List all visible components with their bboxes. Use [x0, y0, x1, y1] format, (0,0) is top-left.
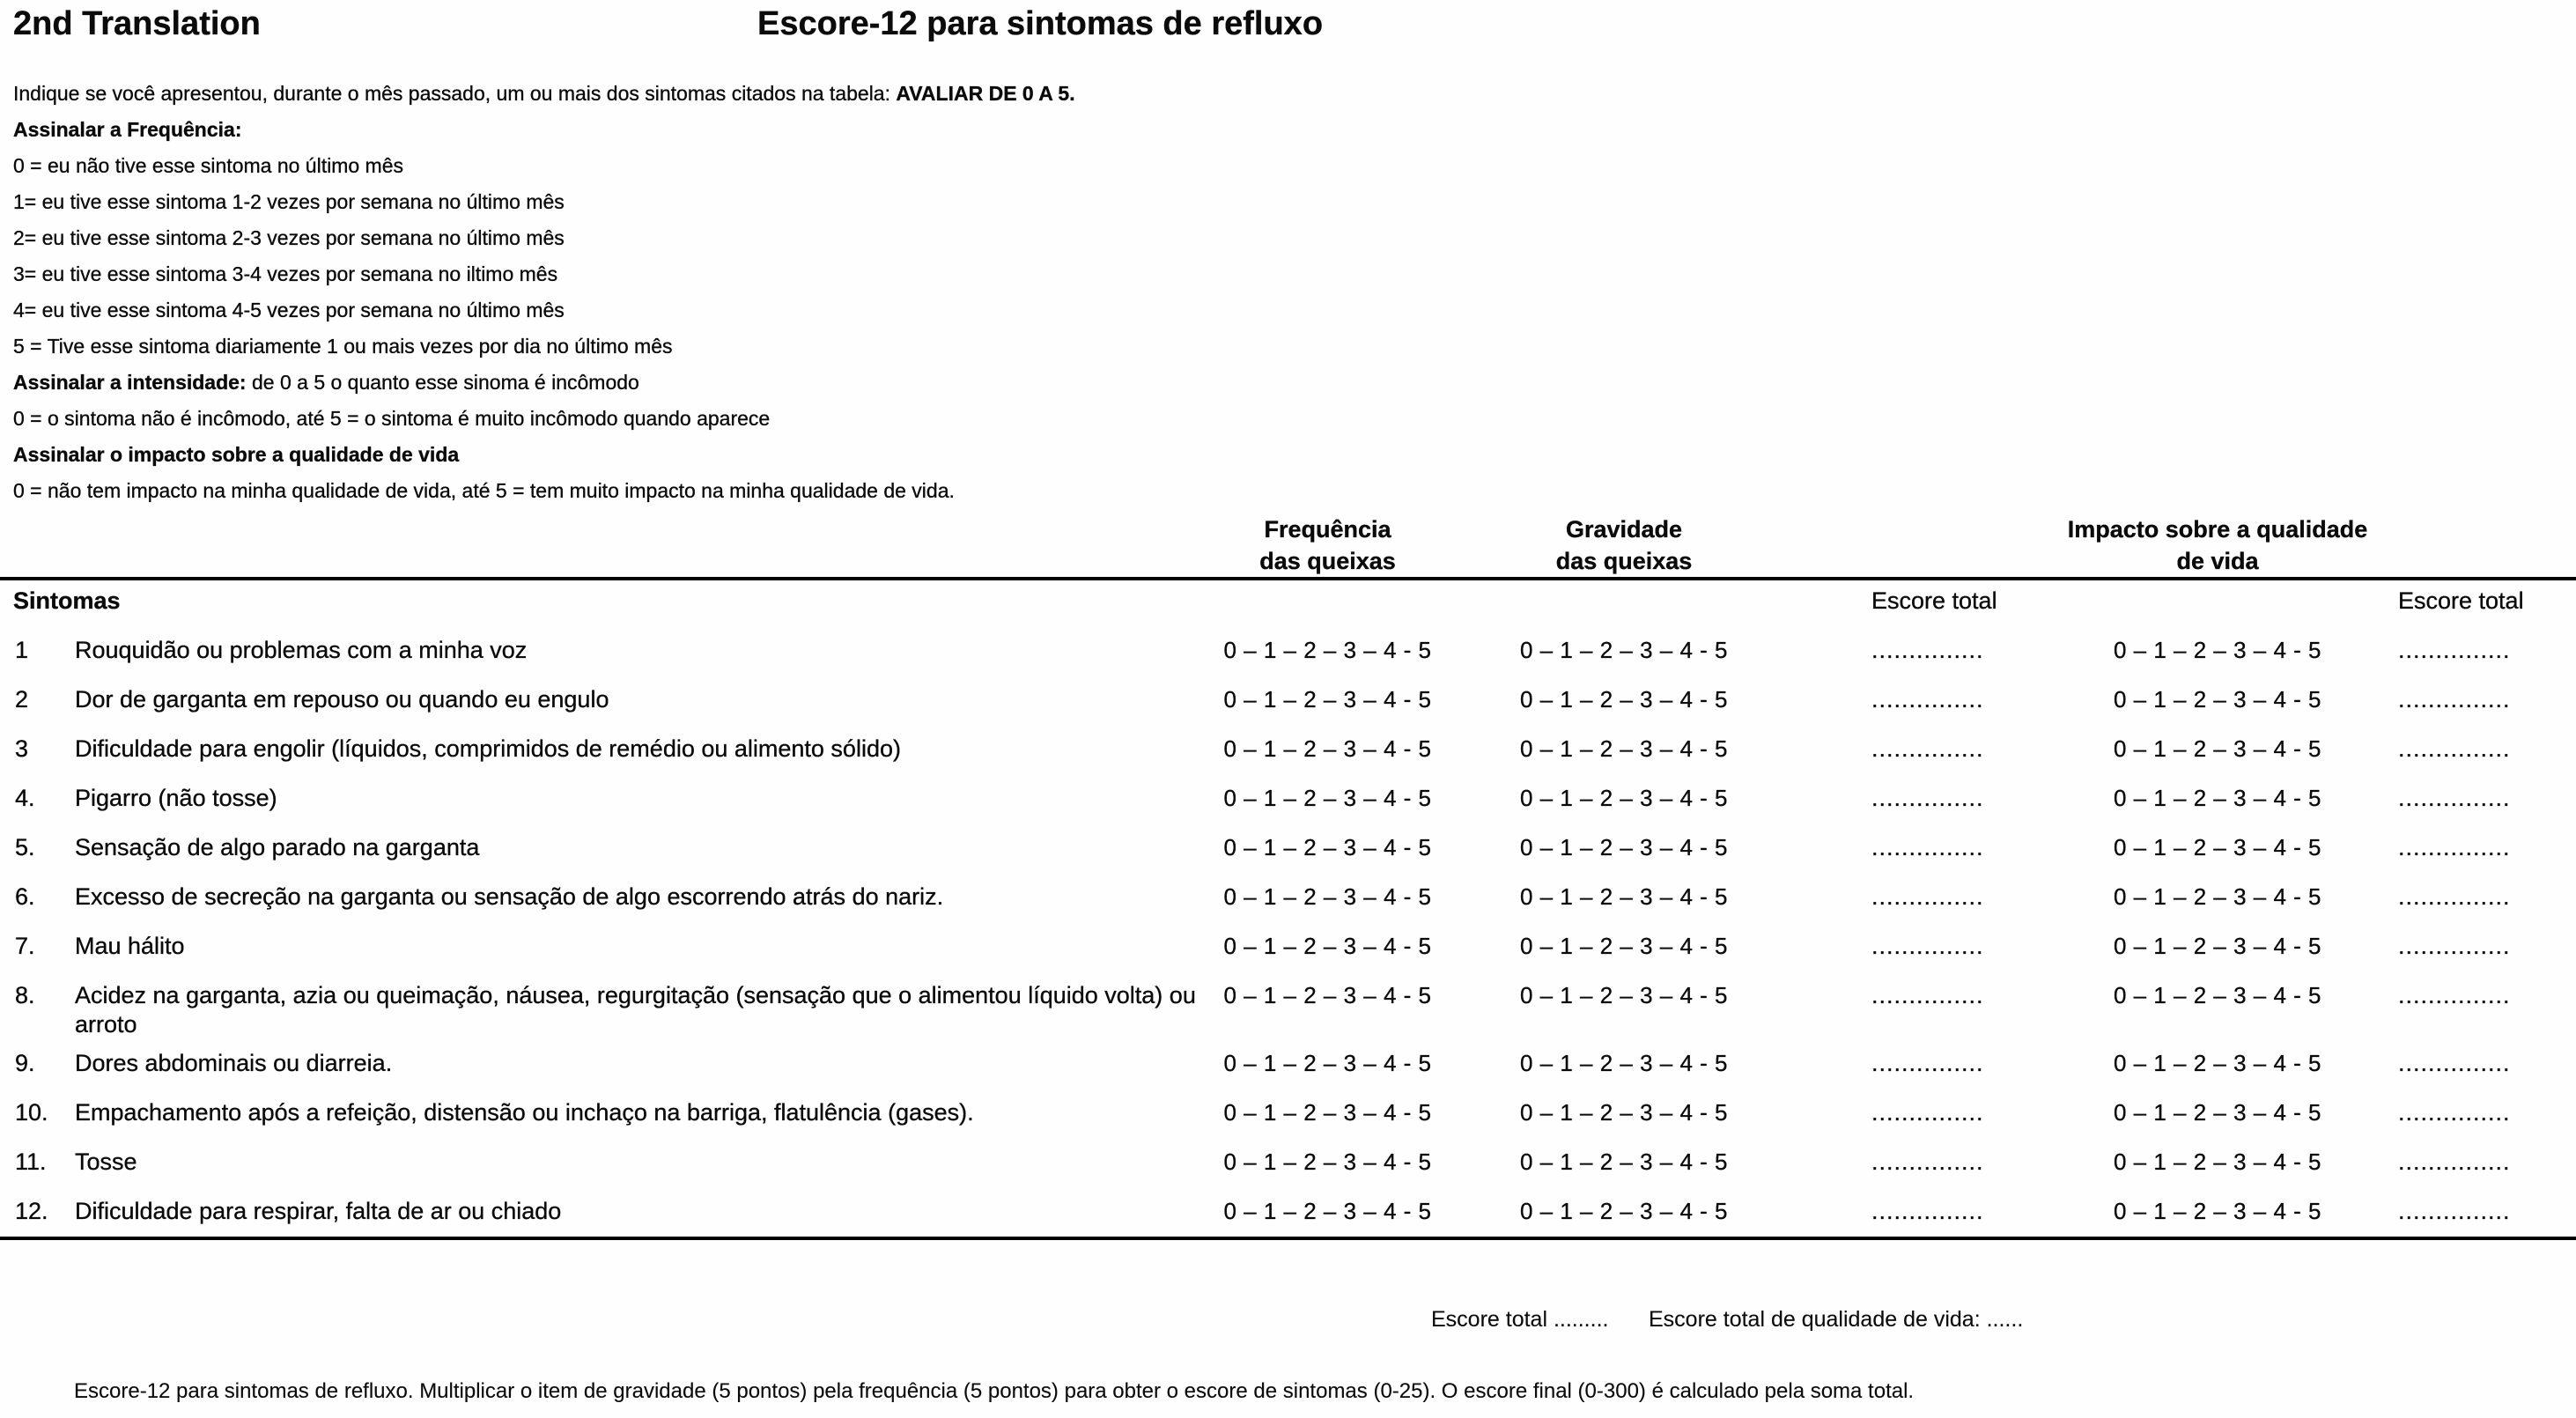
symptom-score-blank: ............... [1871, 735, 1984, 762]
col-severity-header [1436, 513, 1812, 577]
impact-range: 0 = não tem impacto na minha qualidade de vida, até 5 = tem muito impacto na minha qualidade de vida. [13, 479, 955, 502]
symptom-score-blank: ............... [1871, 883, 1984, 910]
qol-score-blank: ............... [2398, 735, 2511, 762]
table-subheader-row [0, 580, 2576, 626]
impact-scale: 0 – 1 – 2 – 3 – 4 - 5 [2114, 735, 2321, 762]
symptom-score-blank: ............... [1871, 1099, 1984, 1126]
row-number: 3 [15, 735, 29, 762]
symptom-label: Dores abdominais ou diarreia. [75, 1050, 393, 1076]
document-header [0, 5, 2576, 48]
impact-heading: Assinalar o impacto sobre a qualidade de vida [13, 443, 460, 466]
frequency-item-2: 2= eu tive esse sintoma 2-3 vezes por semana no último mês [13, 226, 565, 249]
table-bottom-divider [0, 1237, 2576, 1240]
qol-score-blank: ............... [2398, 785, 2511, 811]
qol-score-blank: ............... [2398, 1148, 2511, 1175]
symptom-score-blank: ............... [1871, 834, 1984, 860]
row-number: 5. [15, 834, 35, 860]
frequency-scale: 0 – 1 – 2 – 3 – 4 - 5 [1223, 933, 1432, 959]
symptom-score-blank: ............... [1871, 637, 1984, 663]
frequency-scale: 0 – 1 – 2 – 3 – 4 - 5 [1223, 982, 1432, 1008]
instructions-block [13, 76, 2039, 509]
qol-score-blank: ............... [2398, 834, 2511, 860]
row-number: 9. [15, 1050, 35, 1076]
frequency-item-5: 5 = Tive esse sintoma diariamente 1 ou mais vezes por dia no último mês [13, 335, 673, 358]
severity-scale: 0 – 1 – 2 – 3 – 4 - 5 [1520, 686, 1728, 713]
table-row [0, 1138, 2576, 1187]
qol-score-blank: ............... [2398, 933, 2511, 959]
col-impact-header [2052, 513, 2383, 577]
frequency-scale: 0 – 1 – 2 – 3 – 4 - 5 [1223, 735, 1432, 762]
col-severity-line1: Gravidade [1565, 516, 1683, 543]
severity-scale: 0 – 1 – 2 – 3 – 4 - 5 [1520, 933, 1728, 959]
row-number: 10. [15, 1099, 48, 1126]
col-frequency-line2: das queixas [1259, 548, 1396, 574]
frequency-scale: 0 – 1 – 2 – 3 – 4 - 5 [1223, 637, 1432, 663]
table-row [0, 725, 2576, 774]
frequency-scale: 0 – 1 – 2 – 3 – 4 - 5 [1223, 785, 1432, 811]
frequency-item-0: 0 = eu não tive esse sintoma no último mês [13, 154, 403, 177]
qol-score-total-col-label: Escore total [2398, 587, 2524, 614]
symptom-score-blank: ............... [1871, 1198, 1984, 1224]
qol-score-blank: ............... [2398, 982, 2511, 1008]
severity-scale: 0 – 1 – 2 – 3 – 4 - 5 [1520, 982, 1728, 1008]
qol-score-blank: ............... [2398, 1050, 2511, 1076]
row-number: 11. [15, 1148, 47, 1175]
table-row [0, 1187, 2576, 1237]
col-severity-line2: das queixas [1555, 548, 1693, 574]
score-total-field: Escore total ......... [1431, 1307, 1609, 1332]
impact-scale: 0 – 1 – 2 – 3 – 4 - 5 [2114, 933, 2321, 959]
impact-scale: 0 – 1 – 2 – 3 – 4 - 5 [2114, 637, 2321, 663]
symptom-label: Empachamento após a refeição, distensão ou inchaço na barriga, flatulência (gases). [75, 1099, 974, 1126]
symptom-label: Pigarro (não tosse) [75, 785, 277, 811]
spacer [1812, 513, 2052, 577]
symptom-score-blank: ............... [1871, 785, 1984, 811]
intensity-text: de 0 a 5 o quanto esse sinoma é incômodo [246, 371, 639, 394]
table-row [0, 626, 2576, 676]
table-header-row [0, 513, 2576, 577]
frequency-scale: 0 – 1 – 2 – 3 – 4 - 5 [1223, 1198, 1432, 1224]
row-number: 4. [15, 785, 35, 811]
severity-scale: 0 – 1 – 2 – 3 – 4 - 5 [1520, 1198, 1728, 1224]
symptom-label: Dificuldade para engolir (líquidos, comprimidos de remédio ou alimento sólido) [75, 735, 901, 762]
severity-scale: 0 – 1 – 2 – 3 – 4 - 5 [1520, 1050, 1728, 1076]
symptom-score-blank: ............... [1871, 982, 1984, 1008]
spacer [2383, 513, 2576, 577]
row-number: 6. [15, 883, 35, 910]
impact-scale: 0 – 1 – 2 – 3 – 4 - 5 [2114, 1050, 2321, 1076]
spacer [13, 513, 75, 577]
spacer [2052, 587, 2383, 626]
col-frequency-line1: Frequência [1264, 516, 1391, 543]
scoring-footnote: Escore-12 para sintomas de refluxo. Multiplicar o item de gravidade (5 pontos) pela frequência (5 pontos) para obter o escore de sintomas (0-25). O escore final (0-300) é calculado pela soma total. [74, 1379, 1915, 1403]
symptom-label: Mau hálito [75, 933, 185, 959]
sintomas-heading: Sintomas [13, 587, 121, 614]
impact-scale: 0 – 1 – 2 – 3 – 4 - 5 [2114, 883, 2321, 910]
table-row [0, 823, 2576, 873]
row-number: 1 [15, 637, 29, 663]
frequency-scale: 0 – 1 – 2 – 3 – 4 - 5 [1223, 883, 1432, 910]
frequency-scale: 0 – 1 – 2 – 3 – 4 - 5 [1223, 1148, 1432, 1175]
table-row [0, 774, 2576, 823]
symptom-label: Excesso de secreção na garganta ou sensação de algo escorrendo atrás do nariz. [75, 883, 944, 910]
qol-score-blank: ............... [2398, 686, 2511, 713]
symptom-score-blank: ............... [1871, 1148, 1984, 1175]
col-impact-line2: de vida [2176, 548, 2259, 574]
symptom-label: Dificuldade para respirar, falta de ar ou chiado [75, 1198, 562, 1224]
spacer [75, 513, 1220, 577]
impact-scale: 0 – 1 – 2 – 3 – 4 - 5 [2114, 1148, 2321, 1175]
spacer [1220, 587, 1436, 626]
severity-scale: 0 – 1 – 2 – 3 – 4 - 5 [1520, 785, 1728, 811]
score-total-col-label: Escore total [1871, 587, 1997, 614]
table-row [0, 971, 2576, 1039]
qol-score-blank: ............... [2398, 1198, 2511, 1224]
row-number: 8. [15, 982, 35, 1008]
translation-label: 2nd Translation [13, 5, 261, 42]
impact-scale: 0 – 1 – 2 – 3 – 4 - 5 [2114, 1198, 2321, 1224]
intro-text: Indique se você apresentou, durante o mês passado, um ou mais dos sintomas citados na tabela: [13, 82, 897, 105]
spacer [1436, 587, 1812, 626]
qol-total-field: Escore total de qualidade de vida: ...... [1649, 1307, 2024, 1332]
severity-scale: 0 – 1 – 2 – 3 – 4 - 5 [1520, 735, 1728, 762]
table-row [0, 676, 2576, 725]
severity-scale: 0 – 1 – 2 – 3 – 4 - 5 [1520, 637, 1728, 663]
frequency-scale: 0 – 1 – 2 – 3 – 4 - 5 [1223, 1099, 1432, 1126]
frequency-item-4: 4= eu tive esse sintoma 4-5 vezes por semana no último mês [13, 299, 565, 321]
intensity-line [13, 365, 2039, 401]
table-row [0, 1089, 2576, 1138]
table-row [0, 922, 2576, 971]
symptom-table [0, 513, 2576, 1240]
severity-scale: 0 – 1 – 2 – 3 – 4 - 5 [1520, 834, 1728, 860]
severity-scale: 0 – 1 – 2 – 3 – 4 - 5 [1520, 1148, 1728, 1175]
intensity-range: 0 = o sintoma não é incômodo, até 5 = o sintoma é muito incômodo quando aparece [13, 407, 771, 430]
symptom-score-blank: ............... [1871, 1050, 1984, 1076]
symptom-label: Rouquidão ou problemas com a minha voz [75, 637, 528, 663]
table-row [0, 873, 2576, 922]
severity-scale: 0 – 1 – 2 – 3 – 4 - 5 [1520, 1099, 1728, 1126]
page-title: Escore-12 para sintomas de refluxo [757, 5, 1324, 42]
frequency-item-1: 1= eu tive esse sintoma 1-2 vezes por semana no último mês [13, 190, 565, 213]
row-number: 12. [15, 1198, 48, 1224]
impact-scale: 0 – 1 – 2 – 3 – 4 - 5 [2114, 785, 2321, 811]
frequency-scale: 0 – 1 – 2 – 3 – 4 - 5 [1223, 1050, 1432, 1076]
symptom-label: Dor de garganta em repouso ou quando eu engulo [75, 686, 609, 713]
symptom-label: Acidez na garganta, azia ou queimação, náusea, regurgitação (sensação que o alimentou líquido volta) ou arroto [75, 982, 1196, 1038]
intensity-heading: Assinalar a intensidade: [13, 371, 247, 394]
col-impact-line1: Impacto sobre a qualidade [2067, 516, 2368, 543]
symptom-label: Sensação de algo parado na garganta [75, 834, 480, 860]
impact-scale: 0 – 1 – 2 – 3 – 4 - 5 [2114, 982, 2321, 1008]
col-frequency-header [1220, 513, 1436, 577]
symptom-score-blank: ............... [1871, 686, 1984, 713]
frequency-heading: Assinalar a Frequência: [13, 118, 242, 141]
table-row [0, 1039, 2576, 1089]
frequency-item-3: 3= eu tive esse sintoma 3-4 vezes por semana no iltimo mês [13, 262, 558, 285]
intro-emphasis: AVALIAR DE 0 A 5. [896, 82, 1075, 105]
impact-scale: 0 – 1 – 2 – 3 – 4 - 5 [2114, 834, 2321, 860]
row-number: 2 [15, 686, 29, 713]
frequency-scale: 0 – 1 – 2 – 3 – 4 - 5 [1223, 686, 1432, 713]
qol-score-blank: ............... [2398, 1099, 2511, 1126]
symptom-score-blank: ............... [1871, 933, 1984, 959]
qol-score-blank: ............... [2398, 637, 2511, 663]
severity-scale: 0 – 1 – 2 – 3 – 4 - 5 [1520, 883, 1728, 910]
intro-line [13, 76, 2039, 112]
impact-scale: 0 – 1 – 2 – 3 – 4 - 5 [2114, 1099, 2321, 1126]
impact-scale: 0 – 1 – 2 – 3 – 4 - 5 [2114, 686, 2321, 713]
frequency-scale: 0 – 1 – 2 – 3 – 4 - 5 [1223, 834, 1432, 860]
row-number: 7. [15, 933, 35, 959]
symptom-label: Tosse [75, 1148, 137, 1175]
qol-score-blank: ............... [2398, 883, 2511, 910]
